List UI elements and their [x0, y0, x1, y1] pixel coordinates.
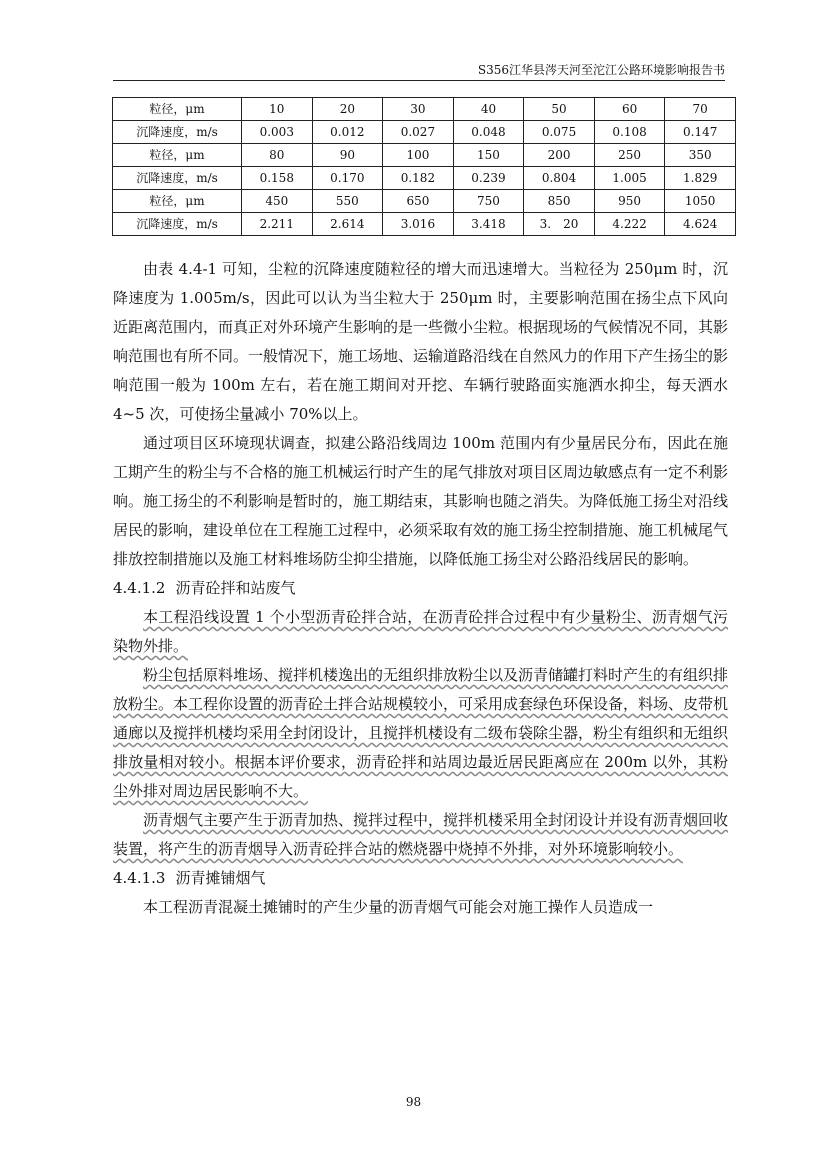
section-heading	[113, 574, 728, 603]
section-number: 4.4.1.3	[113, 869, 166, 887]
paragraph	[113, 603, 728, 661]
table-cell: 950	[594, 190, 665, 213]
table-cell: 1.005	[594, 167, 665, 190]
revised-text: 本工程沿线设置 1 个小型沥青砼拌合站，在沥青砼拌合过程中有少量粉尘、沥青烟气污染物外排。	[113, 608, 728, 655]
table-cell: 3. 20	[524, 213, 595, 236]
paragraph: 本工程沥青混凝土摊铺时的产生少量的沥青烟气可能会对施工操作人员造成一	[143, 898, 654, 916]
header-rule	[113, 80, 725, 81]
table-cell: 250	[594, 144, 665, 167]
table-cell: 0.170	[312, 167, 383, 190]
table-cell: 10	[242, 98, 313, 121]
row-header-cell: 沉降速度，m/s	[113, 121, 242, 144]
table-cell: 450	[242, 190, 313, 213]
table-cell: 3.418	[453, 213, 524, 236]
table-cell: 0.012	[312, 121, 383, 144]
table-cell: 0.027	[383, 121, 454, 144]
revised-text: 沥青烟气主要产生于沥青加热、搅拌过程中，搅拌机楼采用全封闭设计并设有沥青烟回收装置，将产生的沥青烟导入沥青砼拌合站的燃烧器中烧掉不外排，对外环境影响较小。	[113, 811, 729, 858]
table-row	[113, 213, 736, 236]
table-cell: 0.108	[594, 121, 665, 144]
table-cell: 0.804	[524, 167, 595, 190]
section-title: 沥青摊铺烟气	[175, 869, 266, 887]
section-number: 4.4.1.2	[113, 579, 166, 597]
table-cell: 150	[453, 144, 524, 167]
table-cell: 70	[665, 98, 736, 121]
row-header-cell: 沉降速度，m/s	[113, 167, 242, 190]
table-cell: 80	[242, 144, 313, 167]
table-cell: 3.016	[383, 213, 454, 236]
table-cell: 2.211	[242, 213, 313, 236]
row-header-cell: 粒径，μm	[113, 144, 242, 167]
table-cell: 1.829	[665, 167, 736, 190]
table-row	[113, 144, 736, 167]
table-cell: 100	[383, 144, 454, 167]
running-header: S356江华县涔天河至沱江公路环境影响报告书	[477, 63, 725, 77]
table-cell: 0.182	[383, 167, 454, 190]
table-cell: 1050	[665, 190, 736, 213]
row-header-cell: 粒径，μm	[113, 190, 242, 213]
table-cell: 850	[524, 190, 595, 213]
revised-text: 粉尘包括原料堆场、搅拌机楼逸出的无组织排放粉尘以及沥青储罐打料时产生的有组织排放粉尘。本工程你设置的沥青砼土拌合站规模较小，可采用成套绿色环保设备，料场、皮带机通廊以及搅拌机楼均采用全封闭设计，且搅拌机楼设有二级布袋除尘器，粉尘有组织和无组织排放量相对较小。根据本评价要求，沥青砼拌和站周边最近居民距离应在 200m 以外，其粉尘外排对周边居民影响不大。	[113, 666, 729, 800]
section-title: 沥青砼拌和站废气	[175, 579, 296, 597]
table-cell: 4.222	[594, 213, 665, 236]
table-cell: 200	[524, 144, 595, 167]
settling-velocity-table	[112, 97, 736, 236]
row-header-cell: 沉降速度，m/s	[113, 213, 242, 236]
table-row	[113, 98, 736, 121]
table-cell: 40	[453, 98, 524, 121]
table-row	[113, 190, 736, 213]
table-cell: 4.624	[665, 213, 736, 236]
page-number: 98	[405, 1095, 422, 1109]
table-cell: 60	[594, 98, 665, 121]
table-row	[113, 167, 736, 190]
table-cell: 20	[312, 98, 383, 121]
table-cell: 50	[524, 98, 595, 121]
paragraph	[113, 806, 728, 864]
table-row	[113, 121, 736, 144]
section-heading	[113, 864, 728, 893]
paragraph	[113, 661, 728, 806]
table-cell: 350	[665, 144, 736, 167]
table-cell: 650	[383, 190, 454, 213]
table-cell: 30	[383, 98, 454, 121]
table-cell: 0.003	[242, 121, 313, 144]
body-text	[113, 255, 728, 922]
table-cell: 0.147	[665, 121, 736, 144]
table-cell: 750	[453, 190, 524, 213]
table-cell: 550	[312, 190, 383, 213]
table-cell: 2.614	[312, 213, 383, 236]
row-header-cell: 粒径，μm	[113, 98, 242, 121]
paragraph: 由表 4.4-1 可知，尘粒的沉降速度随粒径的增大而迅速增大。当粒径为 250μm 时，沉降速度为 1.005m/s，因此可以认为当尘粒大于 250μm 时，主要影响范围在扬尘点下风向近距离范围内，而真正对外环境产生影响的是一些微小尘粒。根据现场的气候情况不同，其影响范围也有所不同。一般情况下，施工场地、运输道路沿线在自然风力的作用下产生扬尘的影响范围一般为 100m 左右，若在施工期间对开挖、车辆行驶路面实施洒水抑尘，每天洒水 4~5 次，可使扬尘量减小 70%以上。	[113, 260, 729, 423]
table-cell: 0.158	[242, 167, 313, 190]
table-cell: 90	[312, 144, 383, 167]
paragraph: 通过项目区环境现状调查，拟建公路沿线周边 100m 范围内有少量居民分布，因此在施工期产生的粉尘与不合格的施工机械运行时产生的尾气排放对项目区周边敏感点有一定不利影响。施工扬尘的不利影响是暂时的，施工期结束，其影响也随之消失。为降低施工扬尘对沿线居民的影响，建设单位在工程施工过程中，必须采取有效的施工扬尘控制措施、施工机械尾气排放控制措施以及施工材料堆场防尘抑尘措施，以降低施工扬尘对公路沿线居民的影响。	[113, 434, 729, 568]
table-cell: 0.048	[453, 121, 524, 144]
table-cell: 0.239	[453, 167, 524, 190]
table-cell: 0.075	[524, 121, 595, 144]
